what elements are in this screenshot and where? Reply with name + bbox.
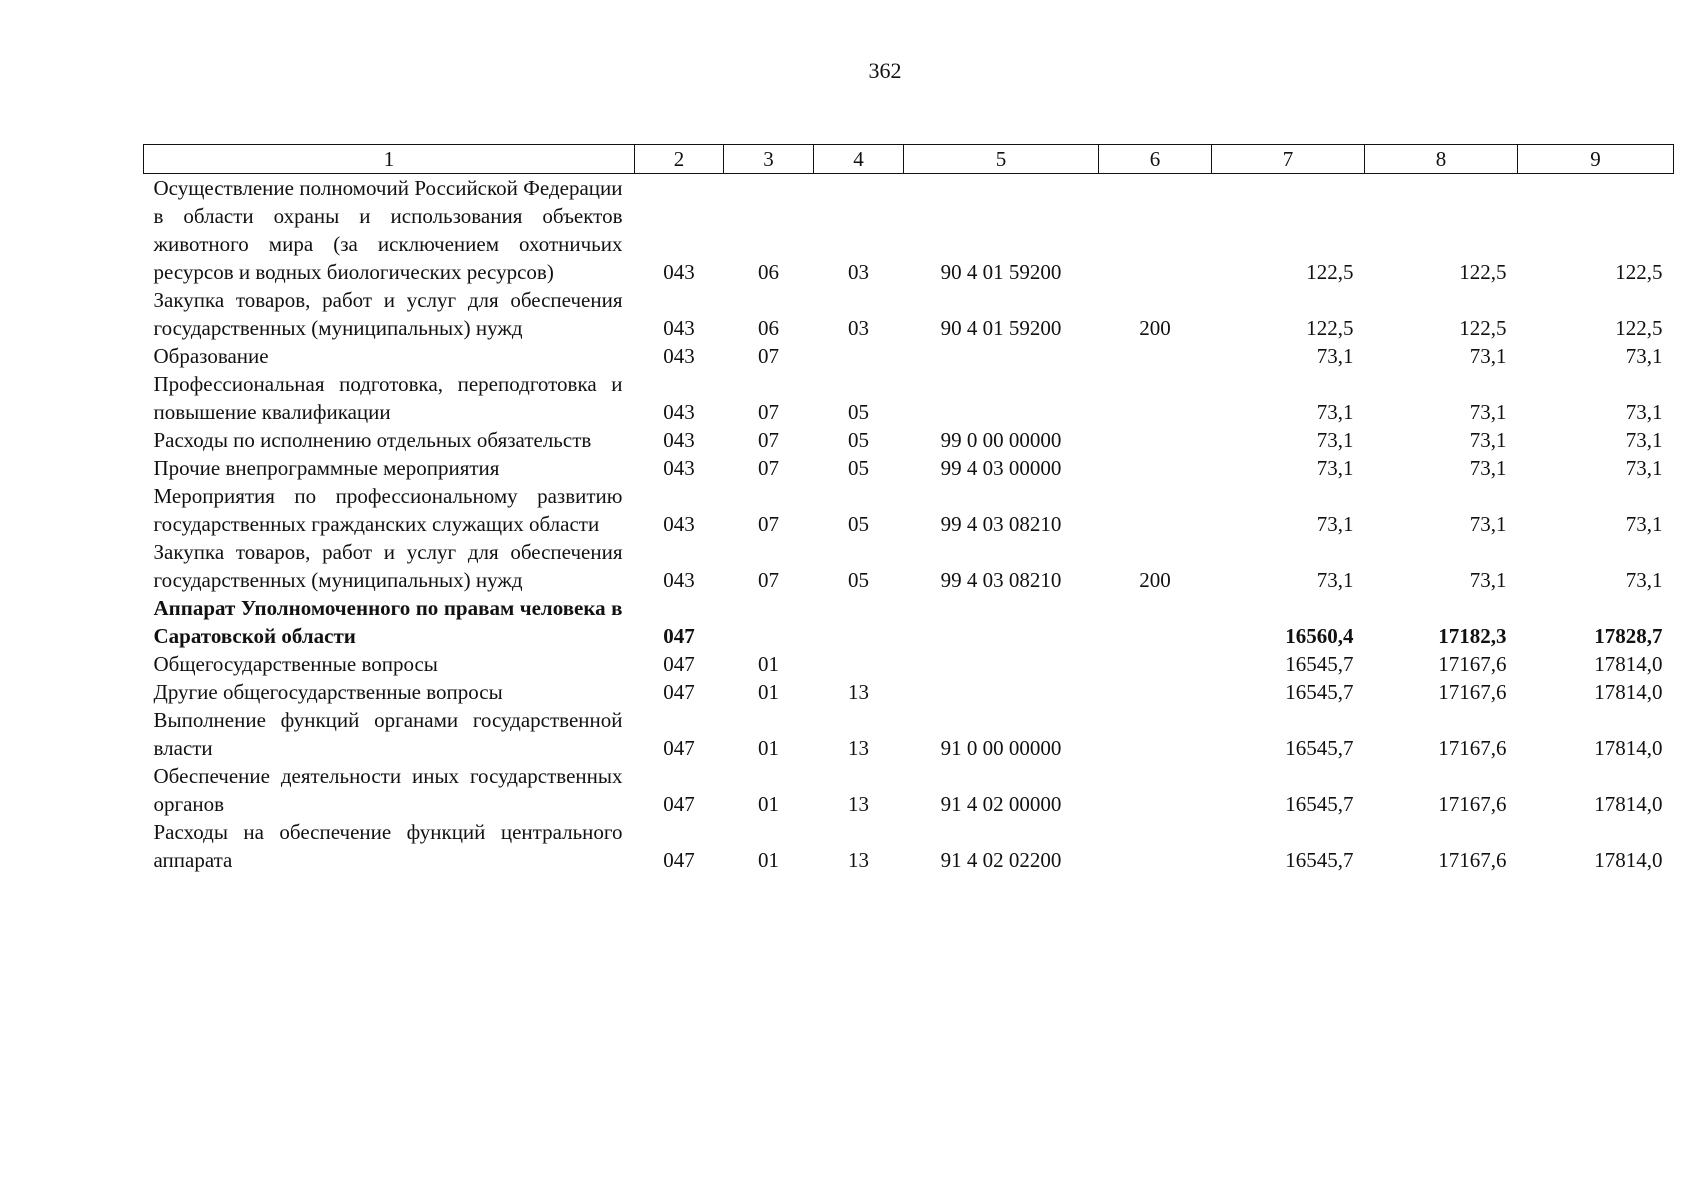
budget-table (143, 144, 1674, 874)
header-cell-2: 2 (635, 145, 724, 174)
row-subsection: 05 (848, 456, 869, 480)
row-section: 01 (758, 736, 779, 760)
row-amount-year2: 17167,6 (1438, 848, 1507, 872)
row-amount-year1: 73,1 (1316, 568, 1354, 592)
row-amount-year1: 16545,7 (1285, 792, 1354, 816)
table-row (144, 454, 1674, 482)
row-amount-year2: 17167,6 (1438, 680, 1507, 704)
row-section (724, 594, 814, 650)
row-section: 01 (758, 848, 779, 872)
row-ministry-code: 047 (663, 736, 695, 760)
row-target-article: 91 4 02 02200 (940, 848, 1062, 872)
table-row (144, 286, 1674, 342)
row-ministry-code: 043 (663, 512, 695, 536)
row-subsection: 13 (848, 792, 869, 816)
row-target-article: 99 4 03 00000 (940, 456, 1062, 480)
row-section: 07 (758, 568, 779, 592)
row-target-article: 91 0 00 00000 (940, 736, 1062, 760)
header-cell-3: 3 (724, 145, 814, 174)
row-amount-year3: 73,1 (1625, 568, 1663, 592)
row-target-article: 99 4 03 08210 (940, 568, 1062, 592)
row-expense-type: 200 (1139, 568, 1171, 592)
row-expense-type (1099, 650, 1212, 678)
row-subsection: 03 (848, 316, 869, 340)
table-row (144, 594, 1674, 650)
header-cell-7: 7 (1212, 145, 1365, 174)
row-amount-year2: 17167,6 (1438, 792, 1507, 816)
header-cell-5: 5 (904, 145, 1099, 174)
row-amount-year3: 17828,7 (1594, 624, 1663, 648)
row-expense-type (1099, 678, 1212, 706)
row-section: 06 (758, 260, 779, 284)
row-amount-year1: 16545,7 (1285, 680, 1354, 704)
row-amount-year1: 73,1 (1316, 400, 1354, 424)
row-amount-year2: 73,1 (1469, 512, 1507, 536)
row-section: 07 (758, 512, 779, 536)
row-amount-year3: 73,1 (1625, 456, 1663, 480)
row-subsection: 05 (848, 428, 869, 452)
row-ministry-code: 047 (663, 680, 695, 704)
row-section: 01 (758, 680, 779, 704)
row-expense-type (1099, 426, 1212, 454)
row-amount-year2: 73,1 (1469, 400, 1507, 424)
row-subsection: 05 (848, 400, 869, 424)
row-target-article (904, 342, 1099, 370)
header-cell-1: 1 (144, 145, 635, 174)
row-name: Другие общегосударственные вопросы (153, 680, 503, 704)
table-row (144, 426, 1674, 454)
row-amount-year1: 16545,7 (1285, 652, 1354, 676)
row-expense-type (1099, 370, 1212, 426)
row-amount-year3: 73,1 (1625, 344, 1663, 368)
row-amount-year3: 122,5 (1615, 316, 1663, 340)
row-target-article (904, 594, 1099, 650)
row-ministry-code: 043 (663, 568, 695, 592)
table-row (144, 650, 1674, 678)
row-target-article: 99 4 03 08210 (940, 512, 1062, 536)
table-row (144, 174, 1674, 287)
row-target-article: 91 4 02 00000 (940, 792, 1062, 816)
row-amount-year2: 17167,6 (1438, 652, 1507, 676)
row-subsection (814, 342, 904, 370)
row-section: 06 (758, 316, 779, 340)
row-subsection: 03 (848, 260, 869, 284)
row-amount-year2: 73,1 (1469, 456, 1507, 480)
row-name: Закупка товаров, работ и услуг для обеспечения государственных (муниципальных) нужд (153, 288, 623, 340)
header-cell-9: 9 (1518, 145, 1674, 174)
row-amount-year2: 73,1 (1469, 568, 1507, 592)
row-name: Осуществление полномочий Российской Федерации в области охраны и использования объектов животного мира (за исключением охотничьих ресурсов и водных биологических ресурсов) (153, 176, 623, 284)
row-subsection: 13 (848, 736, 869, 760)
row-expense-type: 200 (1139, 316, 1171, 340)
row-amount-year2: 17182,3 (1438, 624, 1507, 648)
row-amount-year1: 16545,7 (1285, 736, 1354, 760)
row-amount-year1: 122,5 (1306, 316, 1354, 340)
row-amount-year3: 73,1 (1625, 512, 1663, 536)
row-amount-year3: 17814,0 (1594, 680, 1663, 704)
row-expense-type (1099, 454, 1212, 482)
row-name: Мероприятия по профессиональному развитию государственных гражданских служащих области (153, 484, 623, 536)
row-ministry-code: 043 (663, 260, 695, 284)
row-ministry-code: 047 (663, 848, 695, 872)
row-target-article: 90 4 01 59200 (940, 316, 1062, 340)
row-name: Общегосударственные вопросы (153, 652, 438, 676)
row-section: 07 (758, 400, 779, 424)
table-row (144, 342, 1674, 370)
row-subsection (814, 650, 904, 678)
row-name: Образование (153, 344, 269, 368)
row-subsection: 13 (848, 848, 869, 872)
row-name: Аппарат Уполномоченного по правам человека в Саратовской области (153, 596, 623, 648)
row-subsection: 05 (848, 568, 869, 592)
row-amount-year2: 122,5 (1459, 316, 1507, 340)
row-name: Расходы на обеспечение функций центрального аппарата (153, 820, 623, 872)
row-subsection: 13 (848, 680, 869, 704)
row-amount-year2: 73,1 (1469, 428, 1507, 452)
row-amount-year1: 73,1 (1316, 512, 1354, 536)
row-target-article: 90 4 01 59200 (940, 260, 1062, 284)
row-expense-type (1099, 174, 1212, 287)
row-name: Закупка товаров, работ и услуг для обеспечения государственных (муниципальных) нужд (153, 540, 623, 592)
row-ministry-code: 047 (663, 652, 695, 676)
row-expense-type (1099, 594, 1212, 650)
row-amount-year3: 73,1 (1625, 400, 1663, 424)
row-ministry-code: 043 (663, 344, 695, 368)
row-section: 07 (758, 344, 779, 368)
row-ministry-code: 043 (663, 428, 695, 452)
row-amount-year1: 73,1 (1316, 428, 1354, 452)
row-section: 01 (758, 652, 779, 676)
row-expense-type (1099, 762, 1212, 818)
row-ministry-code: 043 (663, 400, 695, 424)
header-cell-4: 4 (814, 145, 904, 174)
row-ministry-code: 047 (663, 624, 695, 648)
row-subsection: 05 (848, 512, 869, 536)
row-amount-year3: 17814,0 (1594, 652, 1663, 676)
row-name: Расходы по исполнению отдельных обязательств (153, 428, 592, 452)
row-ministry-code: 043 (663, 456, 695, 480)
row-target-article (904, 650, 1099, 678)
header-cell-6: 6 (1099, 145, 1212, 174)
row-target-article (904, 370, 1099, 426)
row-section: 01 (758, 792, 779, 816)
row-amount-year3: 17814,0 (1594, 792, 1663, 816)
row-expense-type (1099, 482, 1212, 538)
page-number: 362 (868, 58, 902, 83)
row-expense-type (1099, 706, 1212, 762)
header-cell-8: 8 (1365, 145, 1518, 174)
table-row (144, 762, 1674, 818)
row-amount-year1: 73,1 (1316, 344, 1354, 368)
row-amount-year1: 16560,4 (1285, 624, 1354, 648)
row-expense-type (1099, 818, 1212, 874)
row-name: Профессиональная подготовка, переподготовка и повышение квалификации (153, 372, 623, 424)
row-amount-year3: 17814,0 (1594, 736, 1663, 760)
row-name: Выполнение функций органами государственной власти (153, 708, 623, 760)
row-name: Прочие внепрограммные мероприятия (153, 456, 500, 480)
row-target-article (904, 678, 1099, 706)
table-body (144, 174, 1674, 875)
row-amount-year2: 73,1 (1469, 344, 1507, 368)
row-amount-year2: 17167,6 (1438, 736, 1507, 760)
row-target-article: 99 0 00 00000 (940, 428, 1062, 452)
row-ministry-code: 047 (663, 792, 695, 816)
row-amount-year2: 122,5 (1459, 260, 1507, 284)
row-ministry-code: 043 (663, 316, 695, 340)
row-name: Обеспечение деятельности иных государственных органов (153, 764, 623, 816)
row-section: 07 (758, 456, 779, 480)
table-row (144, 678, 1674, 706)
row-amount-year3: 73,1 (1625, 428, 1663, 452)
row-amount-year1: 122,5 (1306, 260, 1354, 284)
row-amount-year1: 16545,7 (1285, 848, 1354, 872)
row-amount-year3: 122,5 (1615, 260, 1663, 284)
table-row (144, 370, 1674, 426)
table-row (144, 818, 1674, 874)
table-row (144, 482, 1674, 538)
table-row (144, 706, 1674, 762)
row-amount-year1: 73,1 (1316, 456, 1354, 480)
row-expense-type (1099, 342, 1212, 370)
table-header (144, 145, 1674, 174)
table-row (144, 538, 1674, 594)
header-row (144, 145, 1674, 174)
row-section: 07 (758, 428, 779, 452)
row-amount-year3: 17814,0 (1594, 848, 1663, 872)
row-subsection (814, 594, 904, 650)
